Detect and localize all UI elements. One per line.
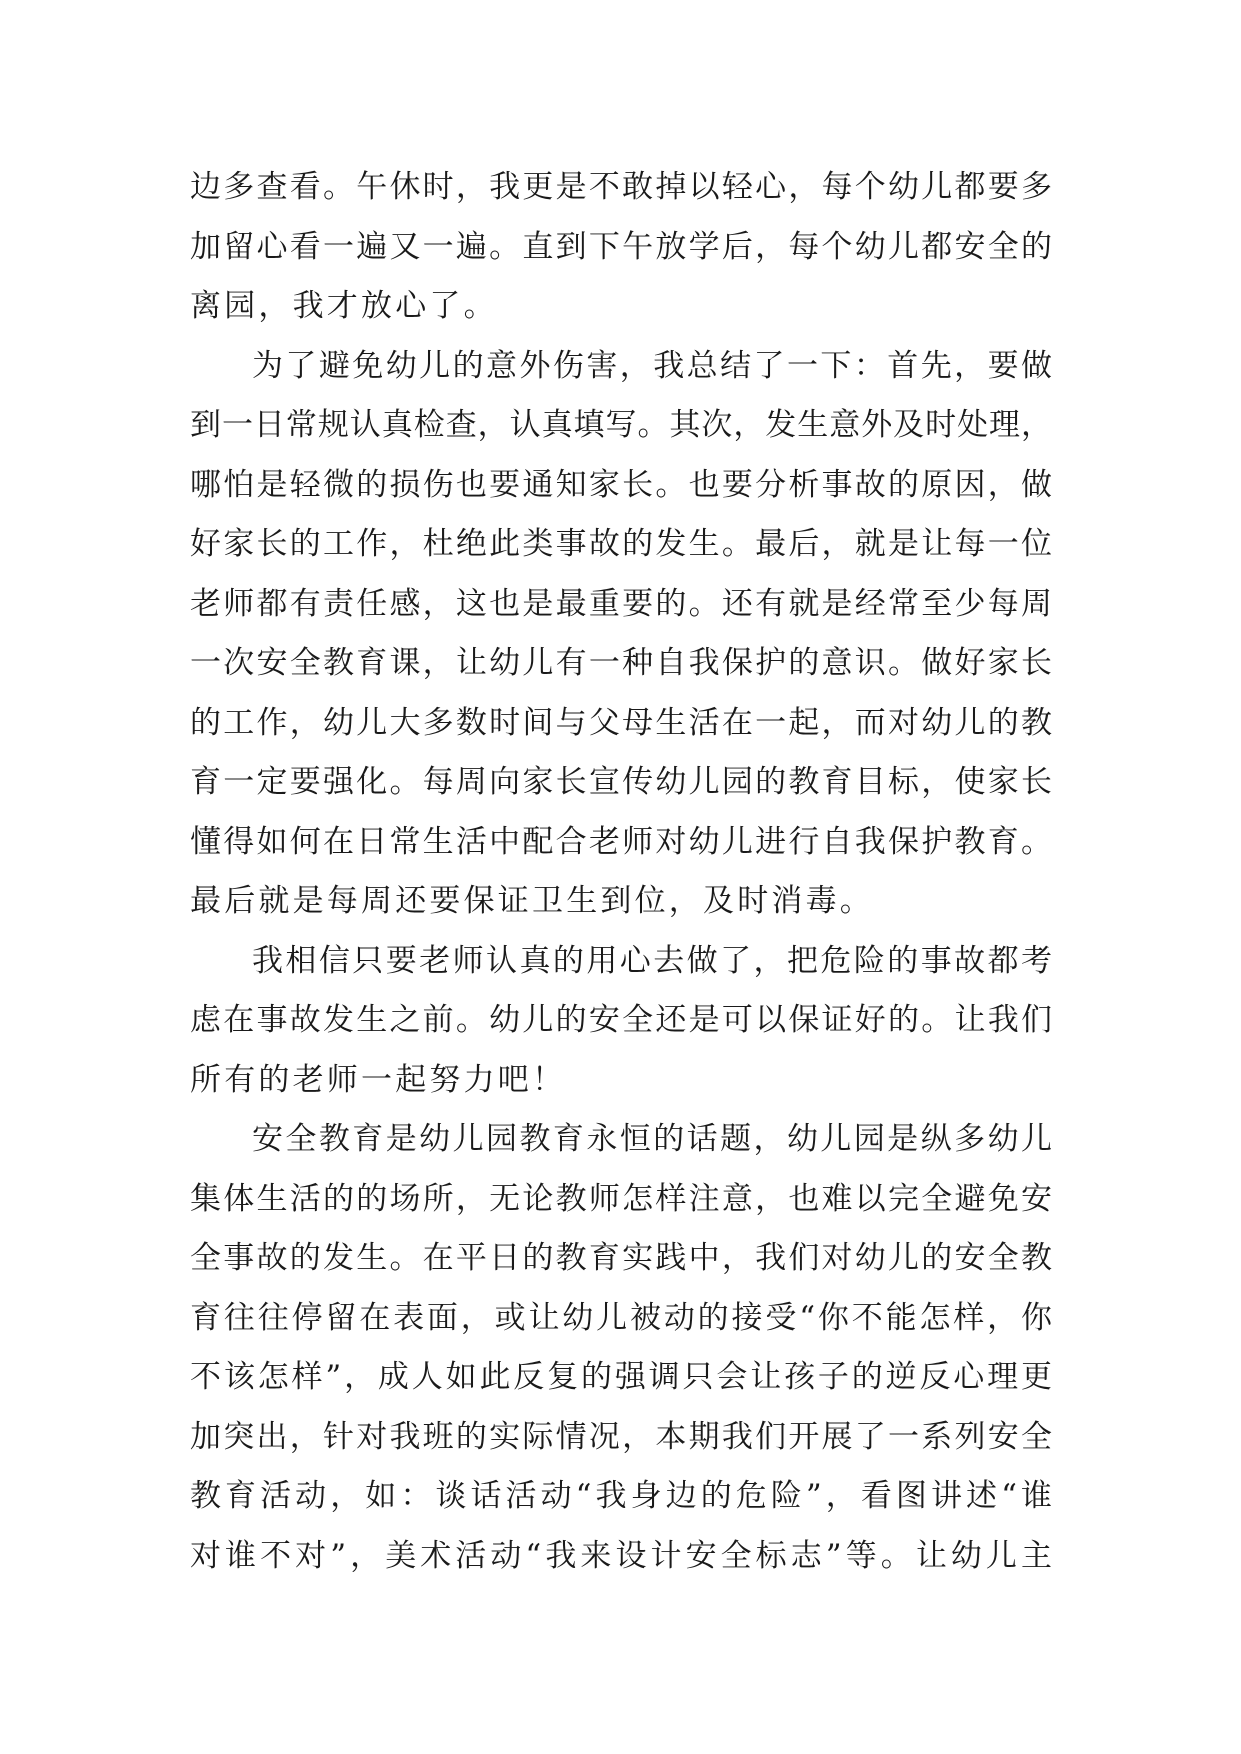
text-line: 懂得如何在日常生活中配合老师对幼儿进行自我保护教育。: [190, 823, 1052, 860]
text-line: 育往往停留在表面，或让幼儿被动的接受“你不能怎样，你: [190, 1299, 1052, 1336]
text-line: 教育活动，如：谈话活动“我身边的危险”，看图讲述“谁: [190, 1478, 1052, 1514]
text-line: 全事故的发生。在平日的教育实践中，我们对幼儿的安全教: [190, 1240, 1052, 1276]
paragraph-2: [190, 337, 1052, 932]
text-line: 安全教育是幼儿园教育永恒的话题，幼儿园是纵多幼儿: [252, 1121, 1052, 1157]
text-line: 好家长的工作，杜绝此类事故的发生。最后，就是让每一位: [190, 526, 1052, 562]
text-line: 一次安全教育课，让幼儿有一种自我保护的意识。做好家长: [190, 645, 1052, 681]
paragraph-4: [190, 1110, 1052, 1586]
text-line: 我相信只要老师认真的用心去做了，把危险的事故都考: [252, 942, 1052, 979]
text-line: 加留心看一遍又一遍。直到下午放学后，每个幼儿都安全的: [190, 228, 1052, 265]
text-line: 不该怎样”，成人如此反复的强调只会让孩子的逆反心理更: [190, 1359, 1052, 1395]
text-line: 对谁不对”，美术活动“我来设计安全标志”等。让幼儿主: [190, 1537, 1052, 1574]
text-line: 虑在事故发生之前。幼儿的安全还是可以保证好的。让我们: [190, 1002, 1052, 1038]
text-line: 集体生活的的场所，无论教师怎样注意，也难以完全避免安: [190, 1180, 1052, 1217]
text-line: 老师都有责任感，这也是最重要的。还有就是经常至少每周: [190, 585, 1052, 622]
text-line: 育一定要强化。每周向家长宣传幼儿园的教育目标，使家长: [190, 764, 1052, 800]
text-line: 到一日常规认真检查，认真填写。其次，发生意外及时处理，: [190, 407, 1052, 443]
text-line: 离园，我才放心了。: [190, 288, 498, 324]
text-line: 的工作，幼儿大多数时间与父母生活在一起，而对幼儿的教: [190, 704, 1052, 741]
document-body: [190, 158, 1052, 1586]
text-line: 边多查看。午休时，我更是不敢掉以轻心，每个幼儿都要多: [190, 169, 1052, 205]
text-line: 哪怕是轻微的损伤也要通知家长。也要分析事故的原因，做: [190, 466, 1052, 503]
text-line: 所有的老师一起努力吧！: [190, 1061, 567, 1098]
text-line: 加突出，针对我班的实际情况，本期我们开展了一系列安全: [190, 1418, 1052, 1455]
text-line: 为了避免幼儿的意外伤害，我总结了一下：首先，要做: [252, 347, 1052, 384]
paragraph-1: [190, 158, 1052, 337]
paragraph-3: [190, 932, 1052, 1111]
text-line: 最后就是每周还要保证卫生到位，及时消毒。: [190, 883, 874, 919]
